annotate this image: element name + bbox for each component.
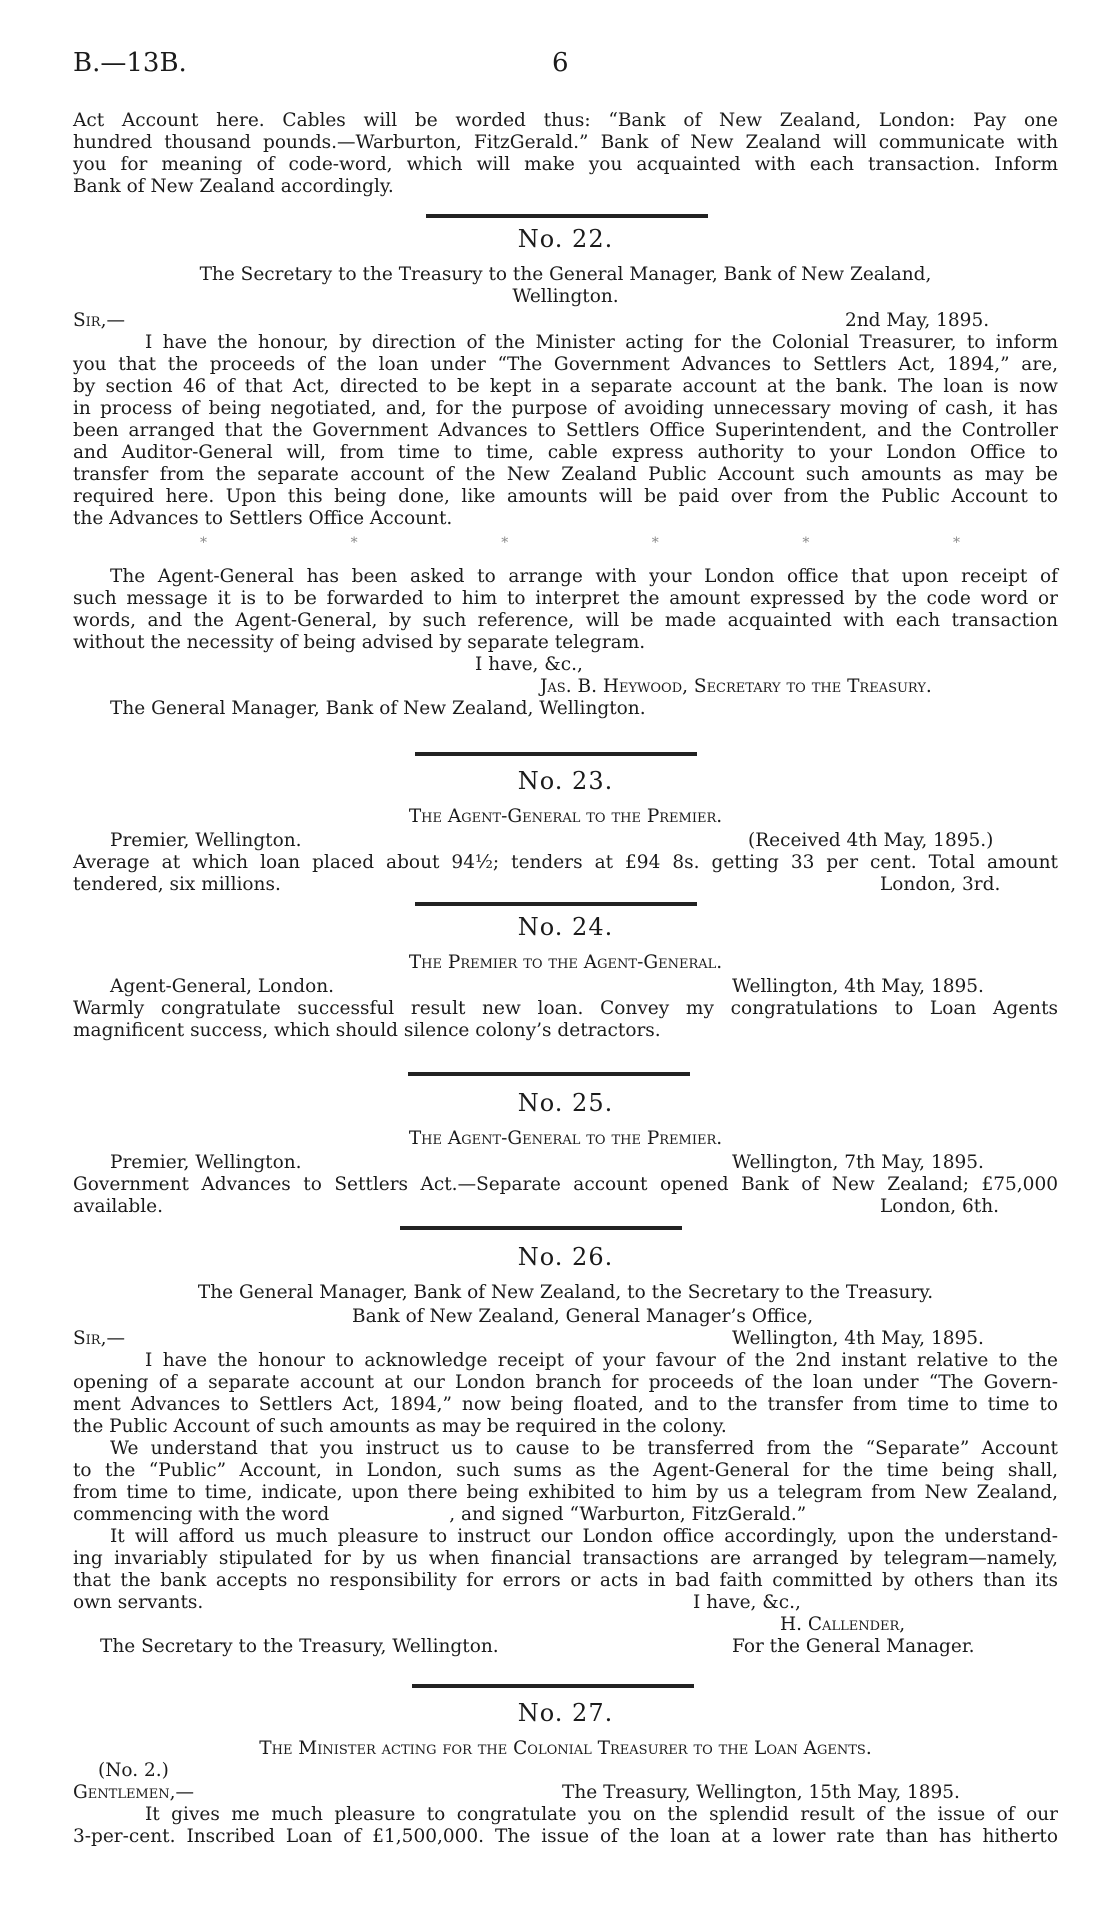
section-divider [408,1072,690,1076]
paragraph-line: opening of a separate account at our London branch for proceeds of the loan under “The Govern- [73,1372,1058,1393]
intro-line: Bank of New Zealand accordingly. [73,176,394,197]
letter-title: Wellington. [512,286,619,307]
section-heading-no-26: No. 26. [517,1243,614,1271]
document-reference: B.—13B. [73,48,187,78]
telegram-text: available. [73,1196,163,1217]
addressee: The General Manager, Bank of New Zealand, Wellington. [110,698,646,719]
paragraph-line: without the necessity of being advised by separate telegram. [73,632,646,653]
salutation: Sir,— [73,310,125,331]
section-divider [415,752,697,756]
telegram-text: Average at which loan placed about 94½; tenders at £94 8s. getting 33 per cent. Total amount [73,852,1058,873]
letter-reference: (No. 2.) [98,1760,169,1781]
signature-title: For the General Manager. [732,1636,975,1657]
letter-office: Bank of New Zealand, General Manager’s Office, [352,1306,814,1327]
letter-date: 2nd May, 1895. [845,310,990,331]
paragraph-line: to the “Public” Account, in London, such sums as the Agent-General for the time being shall, [73,1460,1058,1481]
section-heading-no-27: No. 27. [517,1699,614,1727]
section-divider [412,1684,694,1688]
section-divider [415,902,697,906]
paragraph-line: been arranged that the Government Advances to Settlers Office Superintendent, and the Controller [73,420,1058,441]
paragraph-line [73,1504,806,1526]
telegram-place: London, 3rd. [880,874,1001,895]
paragraph-line: by section 46 of that Act, directed to be kept in a separate account at the bank. The loan is now [73,376,1058,397]
paragraph-line: words, and the Agent-General, by such reference, will be made acquainted with each transaction [73,610,1058,631]
paragraph-line: and Auditor-General will, from time to time, cable express authority to your London Office to [73,442,1058,463]
paragraph-line: that the bank accepts no responsibility for errors or acts in bad faith committed by others than its [73,1570,1058,1591]
salutation: Gentlemen,— [73,1782,194,1803]
paragraph-line: We understand that you instruct us to cause to be transferred from the “Separate” Account [110,1438,1058,1459]
section-divider [426,214,708,218]
paragraph-line: such message it is to be forwarded to him to interpret the amount expressed by the code word or [73,588,1058,609]
intro-line: you for meaning of code-word, which will make you acquainted with each transaction. Inform [73,154,1058,175]
telegram-text: magnificent success, which should silence colony’s detractors. [73,1020,661,1041]
star: * [651,535,659,551]
letter-title: The Secretary to the Treasury to the General Manager, Bank of New Zealand, [199,264,932,285]
paragraph-line: I have the honour, by direction of the Minister acting for the Colonial Treasurer, to inform [145,332,1058,353]
telegram-text: Government Advances to Settlers Act.—Separate account opened Bank of New Zealand; £75,000 [73,1174,1058,1195]
paragraph-line: transfer from the separate account of the New Zealand Public Account such amounts as may be [73,464,1058,485]
paragraph-line: you that the proceeds of the loan under “The Government Advances to Settlers Act, 1894,” are, [73,354,1058,375]
closing: I have, &c., [475,654,583,675]
telegram-date: Wellington, 7th May, 1895. [732,1152,984,1173]
page-number: 6 [552,48,569,78]
section-heading-no-22: No. 22. [517,225,614,253]
telegram-title: The Agent-General to the Premier. [408,1128,723,1149]
paragraph-line: the Public Account of such amounts as may be required in the colony. [73,1416,727,1437]
letter-title: The Minister acting for the Colonial Treasurer to the Loan Agents. [259,1738,872,1759]
section-heading-no-23: No. 23. [517,767,614,795]
closing: I have, &c., [693,1592,801,1613]
telegram-title: The Agent-General to the Premier. [408,806,723,827]
paragraph-line: 3-per-cent. Inscribed Loan of £1,500,000. The issue of the loan at a lower rate than has hitherto [73,1826,1058,1847]
telegram-title: The Premier to the Agent-General. [408,952,723,973]
section-heading-no-24: No. 24. [517,913,614,941]
paragraph-line: It gives me much pleasure to congratulate you on the splendid result of the issue of our [145,1804,1058,1825]
paragraph-line: from time to time, indicate, upon there being exhibited to him by us a telegram from New Zealand, [73,1482,1058,1503]
paragraph-line: ing invariably stipulated for by us when financial transactions are arranged by telegram—namely, [73,1548,1058,1569]
paragraph-line: required here. Upon this being done, like amounts will be paid over from the Public Account to [73,486,1058,507]
paragraph-line: the Advances to Settlers Office Account. [73,508,453,529]
paragraph-line: in process of being negotiated, and, for the purpose of avoiding unnecessary moving of cash, it has [73,398,1058,419]
telegram-text: Warmly congratulate successful result new loan. Convey my congratulations to Loan Agents [73,998,1058,1019]
paragraph-line: ment Advances to Settlers Act, 1894,” now being floated, and to the transfer from time to time to [73,1394,1058,1415]
paragraph-line: I have the honour to acknowledge receipt of your favour of the 2nd instant relative to the [145,1350,1058,1371]
section-divider [400,1226,682,1230]
intro-line: Act Account here. Cables will be worded thus: “Bank of New Zealand, London: Pay one [73,110,1058,131]
paragraph-text: commencing with the word [73,1504,330,1525]
star: * [350,535,358,551]
addressee: The Secretary to the Treasury, Wellington. [100,1636,499,1657]
telegram-date: Wellington, 4th May, 1895. [732,976,984,997]
star: * [802,535,810,551]
letter-date: Wellington, 4th May, 1895. [732,1328,984,1349]
letter-title: The General Manager, Bank of New Zealand, to the Secretary to the Treasury. [197,1282,934,1303]
paragraph-line: The Agent-General has been asked to arrange with your London office that upon receipt of [110,566,1058,587]
salutation: Sir,— [73,1328,125,1349]
section-heading-no-25: No. 25. [517,1089,614,1117]
telegram-recipient: Premier, Wellington. [110,1152,302,1173]
star: * [952,535,960,551]
telegram-text: tendered, six millions. [73,874,281,895]
telegram-recipient: Agent-General, London. [110,976,335,997]
intro-line: hundred thousand pounds.—Warburton, FitzGerald.” Bank of New Zealand will communicate with [73,132,1058,153]
paragraph-line: It will afford us much pleasure to instruct our London office accordingly, upon the understand- [110,1526,1058,1547]
paragraph-text: , and signed “Warburton, FitzGerald.” [449,1504,807,1525]
letter-date: The Treasury, Wellington, 15th May, 1895. [562,1782,960,1803]
received-date: (Received 4th May, 1895.) [748,830,994,851]
telegram-recipient: Premier, Wellington. [110,830,302,851]
star: * [501,535,509,551]
paragraph-line: own servants. [73,1592,204,1613]
omission-stars [200,532,960,554]
star: * [200,535,207,551]
signature: Jas. B. Heywood, Secretary to the Treasury. [540,676,932,697]
signature: H. Callender, [780,1614,906,1635]
telegram-place: London, 6th. [880,1196,999,1217]
